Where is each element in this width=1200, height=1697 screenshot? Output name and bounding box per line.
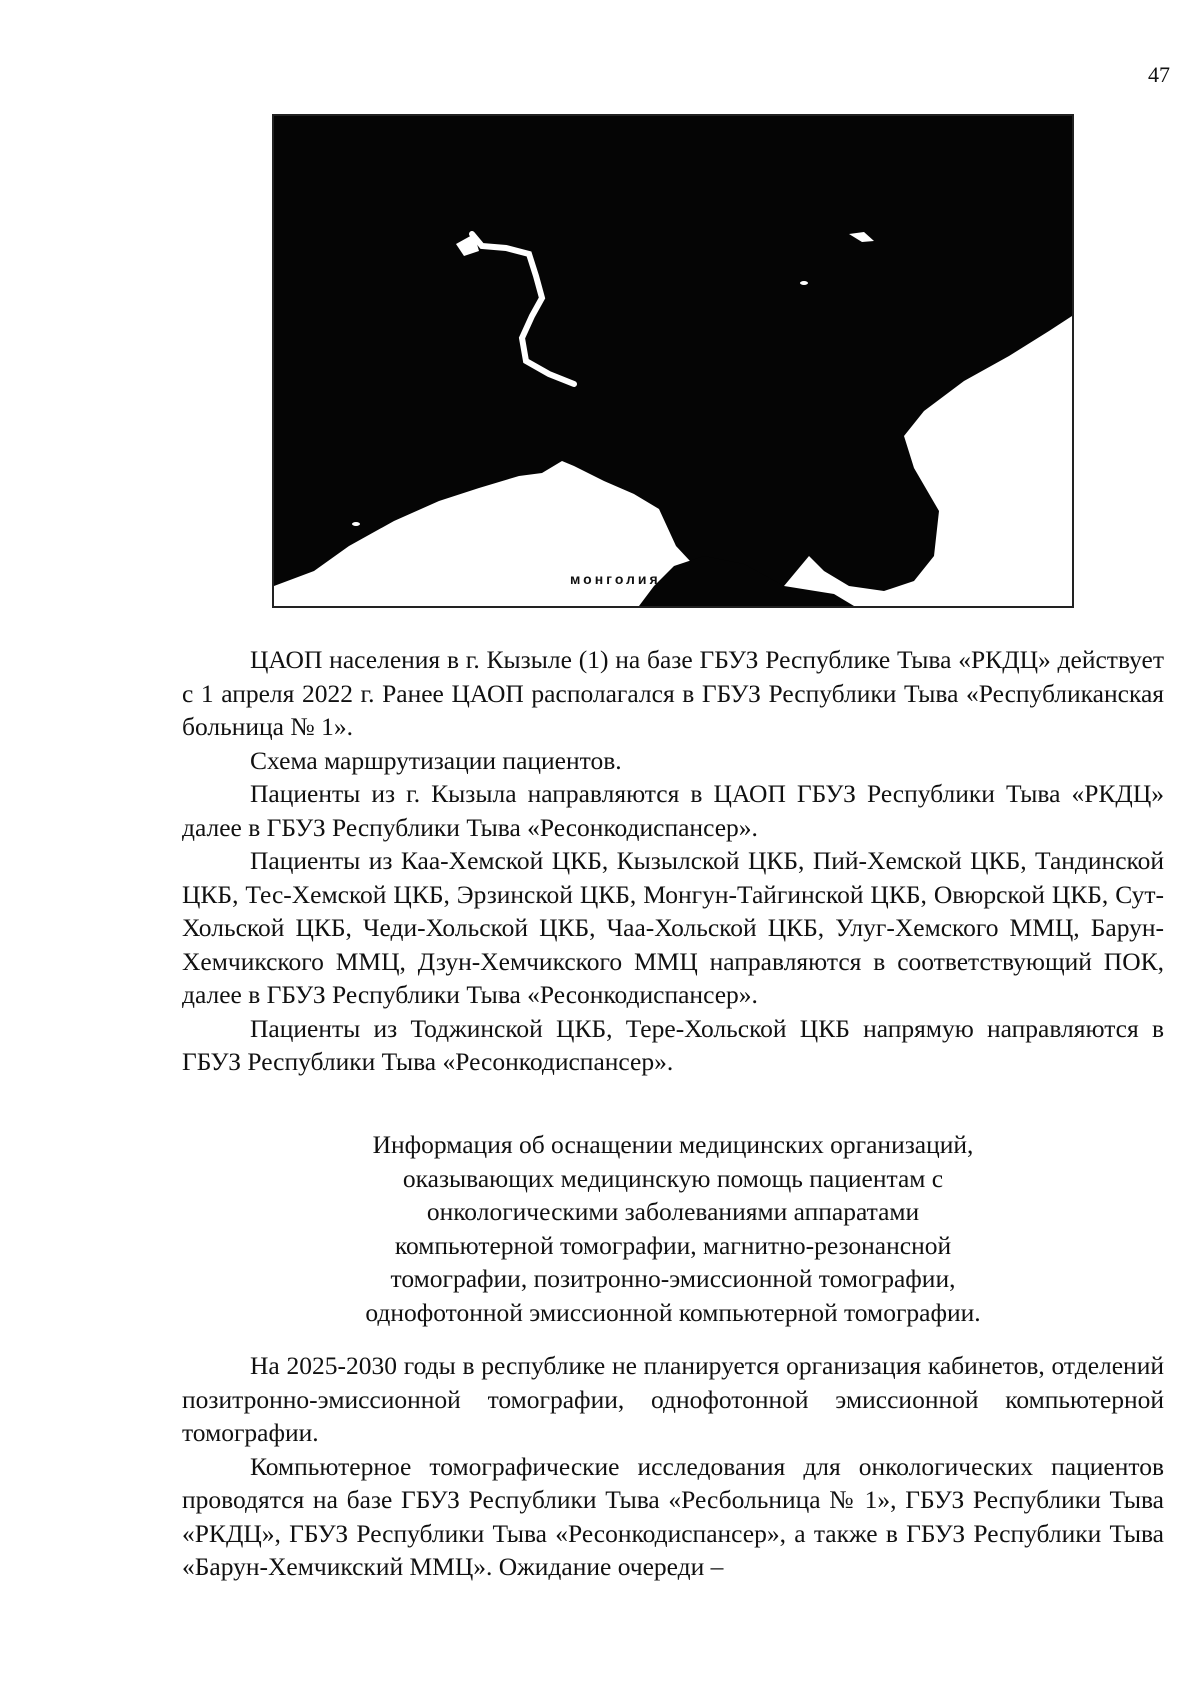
page-number: 47 xyxy=(1148,62,1170,87)
paragraph: Пациенты из г. Кызыла направляются в ЦАОП ГБУЗ Республики Тыва «РКДЦ» далее в ГБУЗ Республики Тыва «Ресонкодиспансер». xyxy=(182,779,1164,842)
paragraph: На 2025-2030 годы в республике не планируется организация кабинетов, отделений позитронно-эмиссионной томографии, однофотонной эмиссионной компьютерной томографии. xyxy=(182,1351,1164,1447)
paragraph: Пациенты из Тоджинской ЦКБ, Тере-Хольской ЦКБ напрямую направляются в ГБУЗ Республики Тыва «Ресонкодиспансер». xyxy=(182,1013,1164,1076)
heading-line: однофотонной эмиссионной компьютерной томографии. xyxy=(365,1297,981,1327)
body-text-bottom xyxy=(182,1349,1164,1584)
heading-line: Информация об оснащении медицинских организаций, xyxy=(372,1130,974,1159)
paragraph: Пациенты из Каа-Хемской ЦКБ, Кызылской ЦКБ, Пий-Хемской ЦКБ, Тандинской ЦКБ, Тес-Хемской ЦКБ, Эрзинской ЦКБ, Монгун-Тайгинской ЦКБ, Овюрской ЦКБ, Сут-Хольской ЦКБ, Чеди-Хольской ЦКБ, Чаа-Хольской ЦКБ, Улуг-Хемского ММЦ, Барун-Хемчикского ММЦ, Дзун-Хемчикского ММЦ направляются в соответствующий ПОК, далее в ГБУЗ Республики Тыва «Ресонкодиспансер». xyxy=(182,846,1164,1009)
map-shapes xyxy=(274,116,1072,606)
heading-line: компьютерной томографии, магнитно-резонансной xyxy=(394,1230,952,1260)
heading-line: оказывающих медицинскую помощь пациентам с xyxy=(402,1163,944,1193)
paragraph: ЦАОП населения в г. Кызыле (1) на базе ГБУЗ Республике Тыва «РКДЦ» действует с 1 апреля 2022 г. Ранее ЦАОП располагался в ГБУЗ Республики Тыва «Республиканская больница № 1». xyxy=(182,645,1164,741)
paragraph: Компьютерное томографические исследования для онкологических пациентов проводятся на базе ГБУЗ Республики Тыва «Ресбольница № 1», ГБУЗ Республики Тыва «РКДЦ», ГБУЗ Республики Тыва «Ресонкодиспансер», а также в ГБУЗ Республики Тыва «Барун-Хемчикский ММЦ». Ожидание очереди – xyxy=(182,1451,1164,1581)
heading-line: онкологическими заболеваниями аппаратами xyxy=(426,1197,920,1226)
region-map-image xyxy=(272,114,1074,608)
map-label-mongolia: монголия xyxy=(570,571,661,587)
mongolia-area xyxy=(274,316,1072,606)
heading-line: томографии, позитронно-эмиссионной томографии, xyxy=(390,1264,956,1293)
body-text-top xyxy=(182,643,1164,1079)
section-heading xyxy=(182,1128,1164,1329)
river-line xyxy=(472,234,574,384)
islet-2 xyxy=(800,281,808,285)
islet-3 xyxy=(352,522,360,526)
paragraph: Схема маршрутизации пациентов. xyxy=(250,745,622,775)
islet-1 xyxy=(849,232,874,242)
